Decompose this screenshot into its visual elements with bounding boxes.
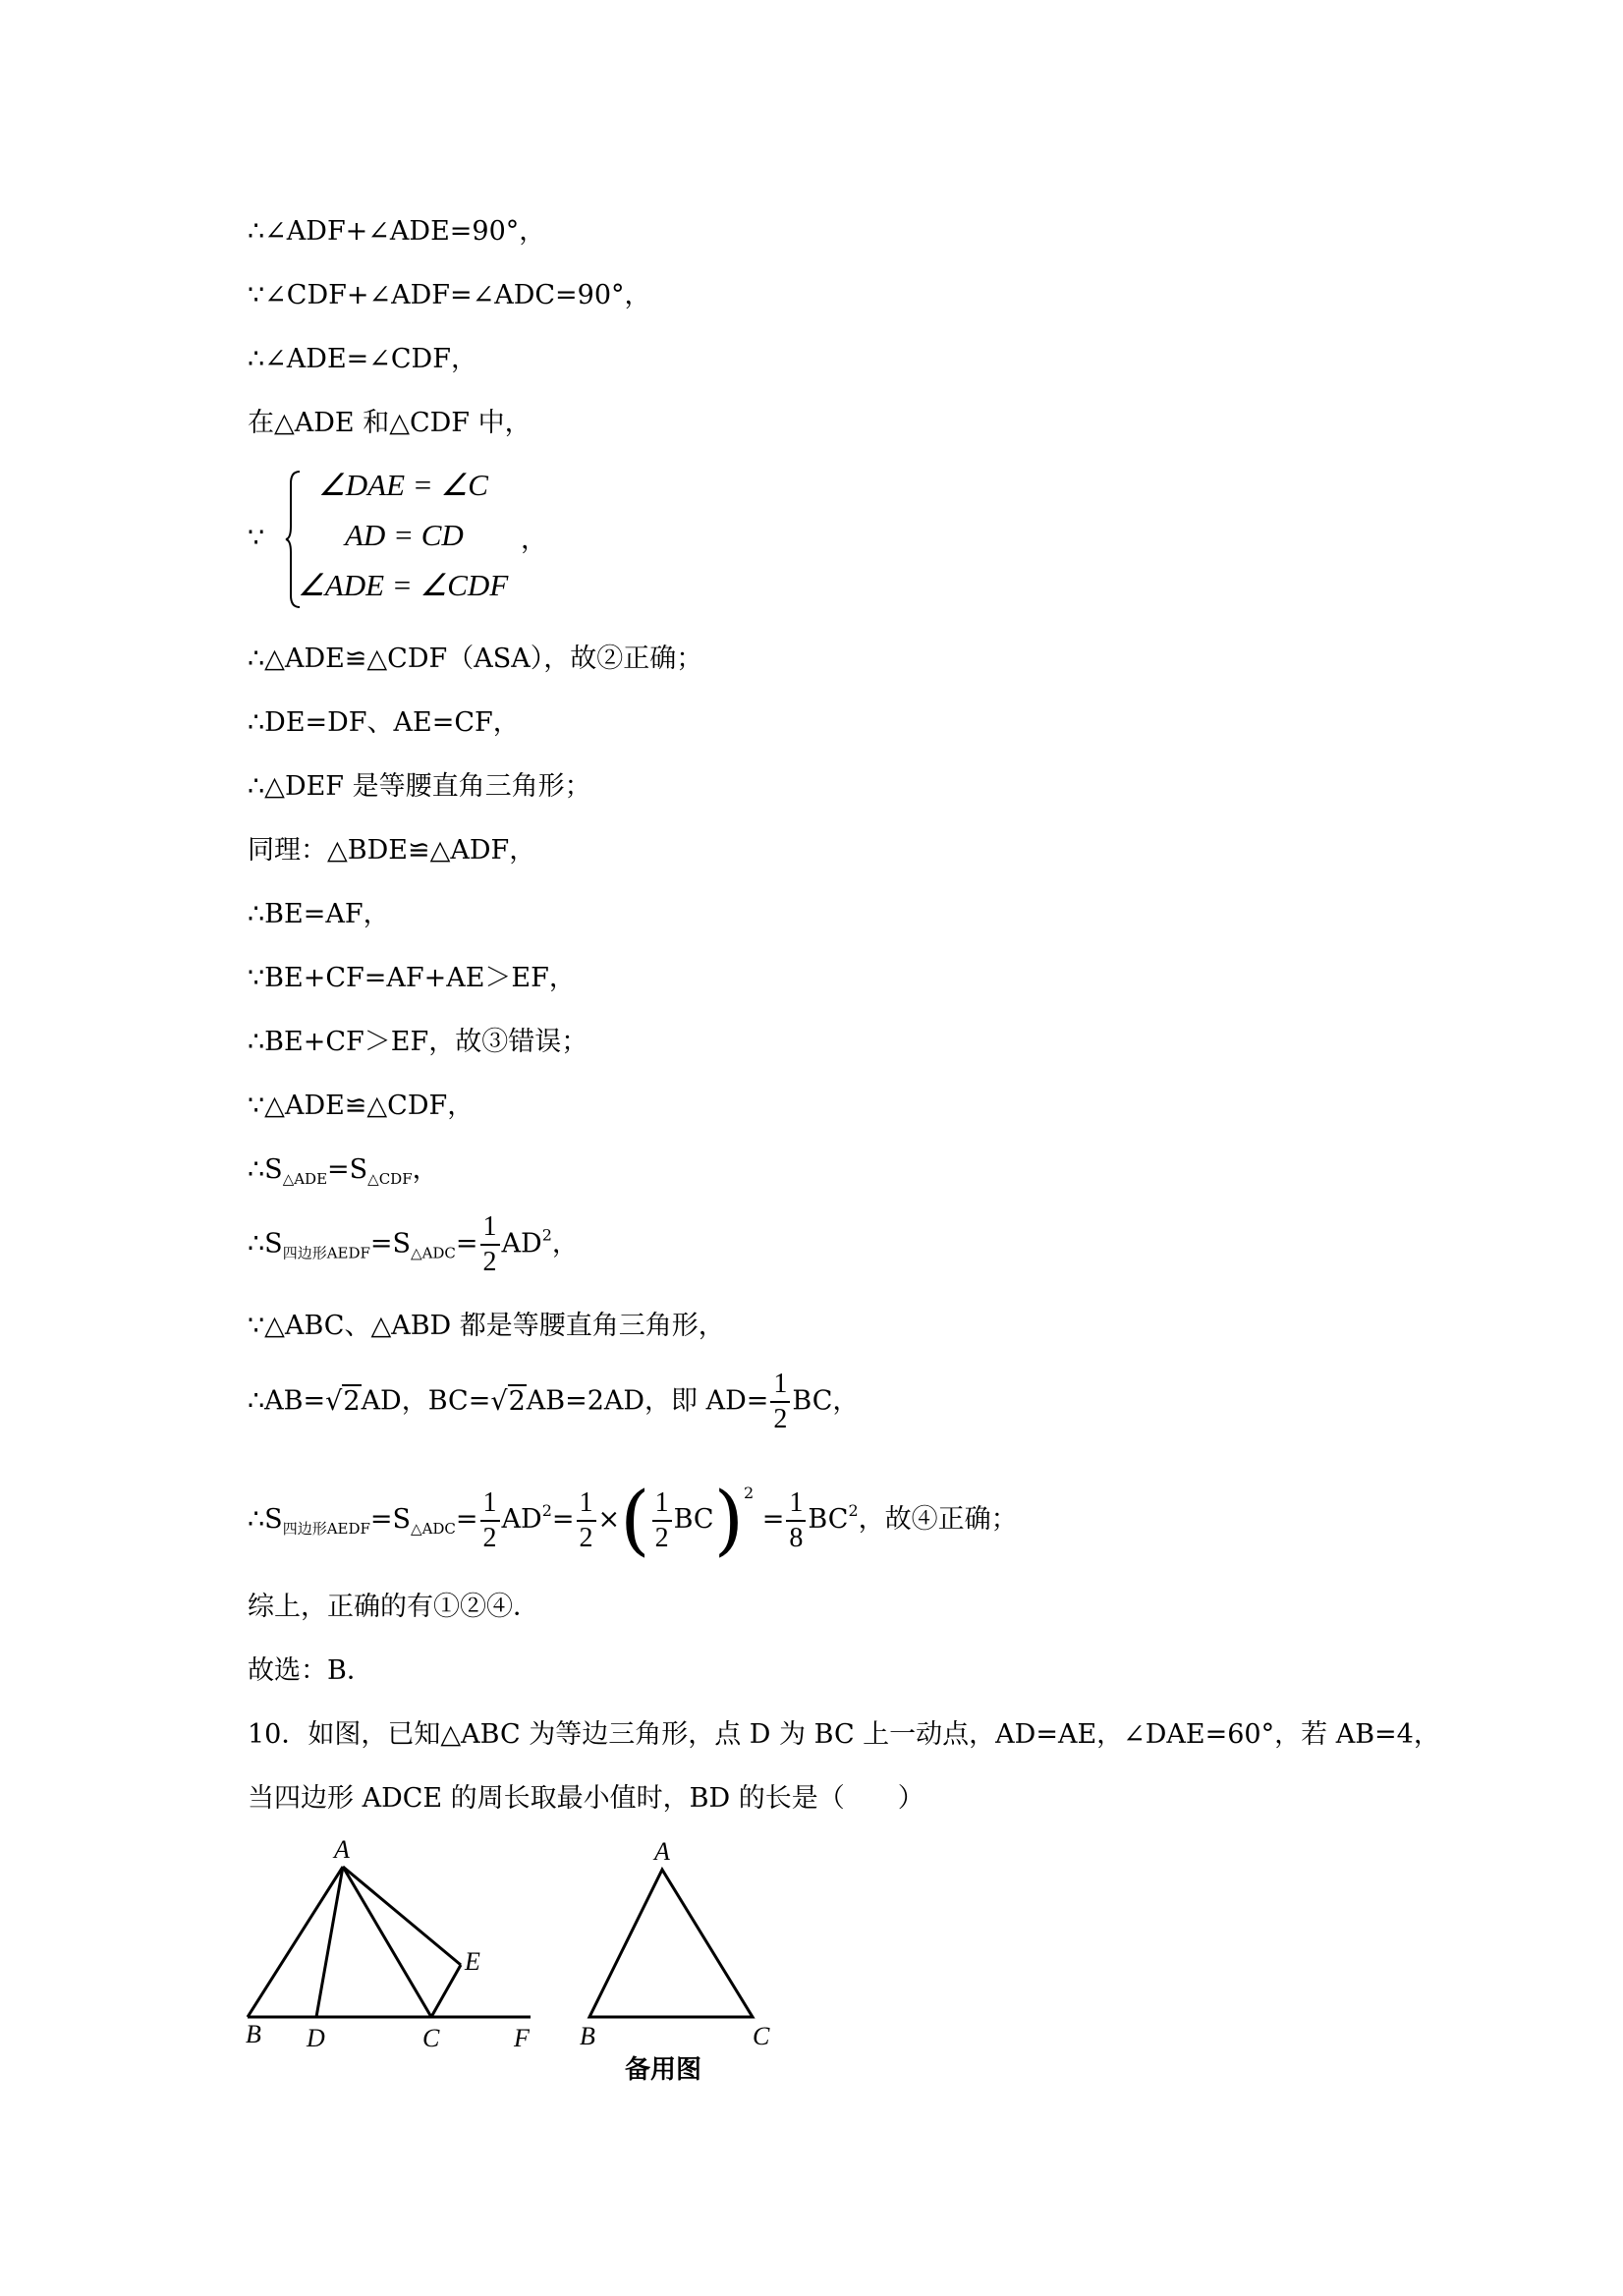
subscript: △CDF: [367, 1170, 413, 1188]
step-line: ∵BE+CF=AF+AE＞EF，: [248, 963, 576, 993]
because-symbol: ∵: [248, 523, 265, 553]
fraction-numerator: 1: [577, 1486, 596, 1522]
fraction-numerator: 1: [480, 1486, 500, 1522]
radicand: 2: [343, 1385, 361, 1417]
fraction: [480, 1486, 500, 1555]
label-B: B: [246, 2020, 261, 2048]
step-line: ∴∠ADF+∠ADE=90°，: [248, 216, 546, 247]
fraction: [786, 1486, 806, 1555]
label-A: A: [334, 1835, 350, 1864]
right-paren: ): [713, 1476, 745, 1565]
step-line: [248, 1368, 859, 1436]
step-line: ∴∠ADE=∠CDF，: [248, 344, 477, 374]
radicand: 2: [508, 1385, 526, 1417]
text-fragment: AD: [501, 1228, 542, 1260]
segment-AC: [343, 1867, 431, 2017]
label-D: D: [307, 2024, 325, 2052]
step-line: 在△ADE 和△CDF 中，: [248, 408, 532, 438]
system-comma: ，: [521, 525, 547, 555]
fraction-denominator: 2: [482, 1247, 497, 1277]
label-B: B: [580, 2022, 595, 2050]
figure-caption: 备用图: [625, 2055, 702, 2085]
subscript: 四边形AEDF: [282, 1520, 370, 1538]
fraction-denominator: 8: [789, 1522, 804, 1553]
step-line: [248, 1476, 1018, 1565]
step-line: ∵∠CDF+∠ADF=∠ADC=90°，: [248, 280, 651, 310]
label-C: C: [422, 2024, 440, 2052]
superscript: 2: [541, 1225, 552, 1245]
text-fragment: ，: [412, 1154, 439, 1185]
step-line: ∴DE=DF、AE=CF，: [248, 707, 520, 738]
step-line: ∴△ADE≌△CDF（ASA），故②正确；: [248, 644, 703, 674]
label-A: A: [654, 1837, 670, 1866]
text-fragment: AD: [501, 1504, 542, 1535]
step-line: ∴BE+CF＞EF，故③错误；: [248, 1027, 588, 1057]
step-line: ∵△ADE≌△CDF，: [248, 1091, 475, 1121]
text-fragment: BC，: [792, 1385, 860, 1417]
fraction: [480, 1210, 500, 1279]
text-fragment: AD，BC=: [361, 1385, 491, 1417]
fraction-numerator: 1: [770, 1368, 790, 1403]
label-E: E: [465, 1947, 480, 1976]
fraction-numerator: 1: [786, 1486, 806, 1522]
fraction-denominator: 2: [654, 1522, 669, 1553]
label-F: F: [514, 2024, 530, 2052]
text-fragment: ∴AB=: [248, 1385, 326, 1417]
sqrt-expression: √2: [325, 1385, 361, 1417]
text-fragment: =S: [369, 1504, 412, 1535]
left-paren: (: [620, 1476, 650, 1565]
text-fragment: =S: [327, 1154, 368, 1185]
step-line: ∵△ABC、△ABD 都是等腰直角三角形，: [248, 1311, 725, 1341]
system-row: ∠ADE = ∠CDF: [298, 568, 509, 602]
segment-EC: [431, 1965, 461, 2017]
fraction-denominator: 2: [482, 1522, 497, 1553]
step-line: 综上，正确的有①②④．: [248, 1592, 539, 1622]
text-fragment: =S: [369, 1228, 412, 1260]
superscript: 2: [744, 1484, 755, 1502]
fraction: [770, 1368, 790, 1436]
text-fragment: =: [455, 1228, 478, 1260]
question-10-line: 10．如图，已知△ABC 为等边三角形，点 D 为 BC 上一动点，AD=AE，∠DAE=60°，若 AB=4，: [248, 1719, 1440, 1750]
fraction-denominator: 2: [579, 1522, 593, 1553]
step-line: ∴BE=AF，: [248, 899, 390, 929]
system-row: ∠DAE = ∠C: [318, 468, 488, 502]
system-row: AD = CD: [345, 518, 464, 552]
fraction-numerator: 1: [652, 1486, 672, 1522]
triangle-ABC: [589, 1870, 753, 2017]
text-fragment: ∴S: [248, 1228, 283, 1260]
text-fragment: BC: [673, 1504, 714, 1535]
fraction-denominator: 2: [773, 1404, 788, 1434]
superscript: 2: [541, 1501, 552, 1520]
fraction-numerator: 1: [480, 1210, 500, 1246]
text-fragment: =: [761, 1504, 785, 1535]
sqrt-expression: √2: [490, 1385, 526, 1417]
text-fragment: AB=2AD，即 AD=: [526, 1385, 769, 1417]
step-line: [248, 1152, 439, 1197]
step-line: [248, 1210, 579, 1279]
text-fragment: ，: [551, 1228, 579, 1260]
fraction: [577, 1486, 596, 1555]
text-fragment: BC: [808, 1504, 849, 1535]
step-line: ∴△DEF 是等腰直角三角形；: [248, 771, 591, 802]
fraction: [652, 1486, 672, 1555]
label-C: C: [753, 2022, 770, 2050]
subscript: △ADC: [411, 1244, 456, 1262]
times-symbol: ×: [597, 1504, 621, 1535]
text-fragment: =: [455, 1504, 478, 1535]
question-10-line: 当四边形 ADCE 的周长取最小值时，BD 的长是（ ）: [248, 1783, 924, 1814]
superscript: 2: [848, 1501, 859, 1520]
step-line: 同理：△BDE≌△ADF，: [248, 835, 536, 866]
step-line: 故选：B．: [248, 1655, 373, 1686]
subscript: 四边形AEDF: [282, 1244, 370, 1262]
segment-AE: [343, 1867, 461, 1965]
text-fragment: ∴S: [248, 1154, 283, 1185]
text-fragment: ∴S: [248, 1504, 283, 1535]
subscript: △ADE: [282, 1170, 328, 1188]
figure-main: [236, 1832, 550, 2053]
subscript: △ADC: [411, 1520, 456, 1538]
figure-backup: [570, 1832, 786, 2053]
text-fragment: ，故④正确；: [858, 1504, 1018, 1535]
text-fragment: =: [551, 1504, 575, 1535]
